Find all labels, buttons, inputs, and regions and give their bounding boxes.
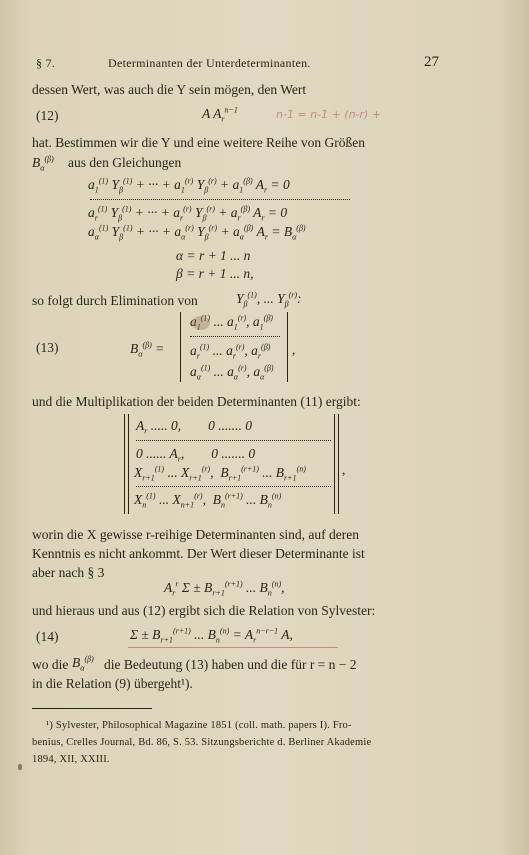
- equation-row: $a_1^{(1)}$ $Y_\beta^{(1)}$ + ··· + $a_1^{(r)}$ $Y_\beta^{(r)} + a_1^{(\beta)}$ $A_r = 0$: [88, 176, 290, 195]
- determinant-row: $X_{r+1}^{(1)}$ ... $X_{r+1}^{(r)}$, $B_{r+1}^{(r+1)}$ ... $B_{r+1}^{(n)}$: [134, 464, 306, 483]
- sylvester-relation: $\Sigma \pm B_{r+1}^{(r+1)}$ ... $B_n^{(n)} = A_r^{n-r-1}$ A,: [130, 626, 293, 645]
- footnote-line: benius, Crelles Journal, Bd. 86, S. 53. Sitzungsberichte d. Berliner Akademie: [32, 737, 372, 748]
- dotted-separator: [136, 486, 331, 487]
- determinant-row: $a_\alpha^{(1)}$ ... $a_\alpha^{(r)}$, $a_\alpha^{(\beta)}$: [190, 363, 274, 382]
- equation-row: $a_\alpha^{(1)}$ $Y_\beta^{(1)}$ + ··· + $a_\alpha^{(r)}$ $Y_\beta^{(r)} + a_\alpha^{(\beta)}$ $A_r = B_\alpha^{(\beta)}$: [88, 223, 306, 242]
- dotted-separator: [90, 199, 350, 200]
- determinant-bar: [128, 414, 129, 514]
- text-line: dessen Wert, was auch die Y sein mögen, den Wert: [32, 82, 307, 97]
- text-line: die Bedeutung (13) haben und die für r = n − 2: [104, 657, 357, 672]
- hand-underline: [128, 647, 338, 648]
- text-line: worin die X gewisse r-reihige Determinanten sind, auf deren: [32, 527, 359, 542]
- determinant-lhs: $B_\alpha^{(\beta)}$ =: [130, 340, 165, 359]
- footnote-line: ¹) Sylvester, Philosophical Magazine 1851 (coll. math. papers I). Fro-: [46, 720, 352, 731]
- inline-symbol: $B_\alpha^{(\beta)}$: [32, 154, 54, 173]
- equation-label-14: (14): [36, 629, 59, 644]
- comma: ,: [342, 462, 346, 477]
- determinant-row: $a_r^{(1)}$ ... $a_r^{(r)}$, $a_r^{(\beta)}$: [190, 342, 271, 361]
- determinant-row: 0 ...... $A_r$, 0 ....... 0: [136, 446, 256, 464]
- text-line: und hieraus und aus (12) ergibt sich die Relation von Sylvester:: [32, 603, 376, 618]
- dotted-separator: [136, 440, 331, 441]
- text-line: aber nach § 3: [32, 565, 105, 580]
- text-line: wo die: [32, 657, 69, 672]
- page-number: 27: [424, 54, 439, 70]
- paper-mark: [18, 764, 22, 770]
- beta-range: β = r + 1 ... n,: [176, 266, 254, 281]
- comma: ,: [292, 342, 296, 357]
- inline-symbol: $B_\alpha^{(\beta)}$: [72, 654, 94, 673]
- determinant-row: $X_n^{(1)}$ ... $X_{n+1}^{(r)}$, $B_n^{(r+1)}$ ... $B_n^{(n)}$: [134, 491, 282, 510]
- handwritten-annotation: n-1 = n-1 + (n-r) +: [276, 108, 382, 121]
- equation-label-13: (13): [36, 340, 59, 355]
- text-line: hat. Bestimmen wir die Y und eine weitere Reihe von Größen: [32, 135, 366, 150]
- equation-12: A $A_r^{n-1}$: [202, 105, 238, 124]
- value-expression: $A_r^r$ $\Sigma \pm B_{r+1}^{(r+1)}$ ... $B_n^{(n)}$,: [164, 579, 285, 598]
- text-line: Kenntnis es nicht ankommt. Der Wert dieser Determinante ist: [32, 546, 365, 561]
- running-title: Determinanten der Unterdeterminanten.: [108, 56, 311, 70]
- determinant-bar: [334, 414, 335, 514]
- text-line: und die Multiplikation der beiden Determinanten (11) ergibt:: [32, 394, 361, 409]
- determinant-bar: [338, 414, 339, 514]
- text-line: so folgt durch Elimination von: [32, 293, 198, 308]
- determinant-row: $A_r$ ..... 0, 0 ....... 0: [136, 418, 252, 436]
- equation-row: $a_r^{(1)}$ $Y_\beta^{(1)}$ + ··· + $a_r^{(r)}$ $Y_\beta^{(r)} + a_r^{(\beta)}$ $A_r = 0$: [88, 204, 288, 223]
- determinant-bar: [287, 312, 288, 382]
- text-line: aus den Gleichungen: [68, 155, 182, 170]
- alpha-range: α = r + 1 ... n: [176, 248, 251, 263]
- paper-stain: [192, 316, 210, 330]
- determinant-bar: [180, 312, 181, 382]
- section-number: § 7.: [36, 56, 56, 70]
- dotted-separator: [190, 336, 280, 337]
- inline-symbols: $Y_\beta^{(1)}$, ... $Y_\beta^{(r)}$:: [236, 290, 302, 309]
- determinant-row: $a_1^{(1)}$ ... $a_1^{(r)}$, $a_1^{(\beta)}$: [190, 313, 273, 332]
- equation-label-12: (12): [36, 108, 59, 123]
- text-line: in die Relation (9) übergeht¹).: [32, 676, 193, 691]
- footnote-rule: [32, 708, 152, 709]
- footnote-line: 1894, XII, XXIII.: [32, 754, 110, 765]
- determinant-bar: [124, 414, 125, 514]
